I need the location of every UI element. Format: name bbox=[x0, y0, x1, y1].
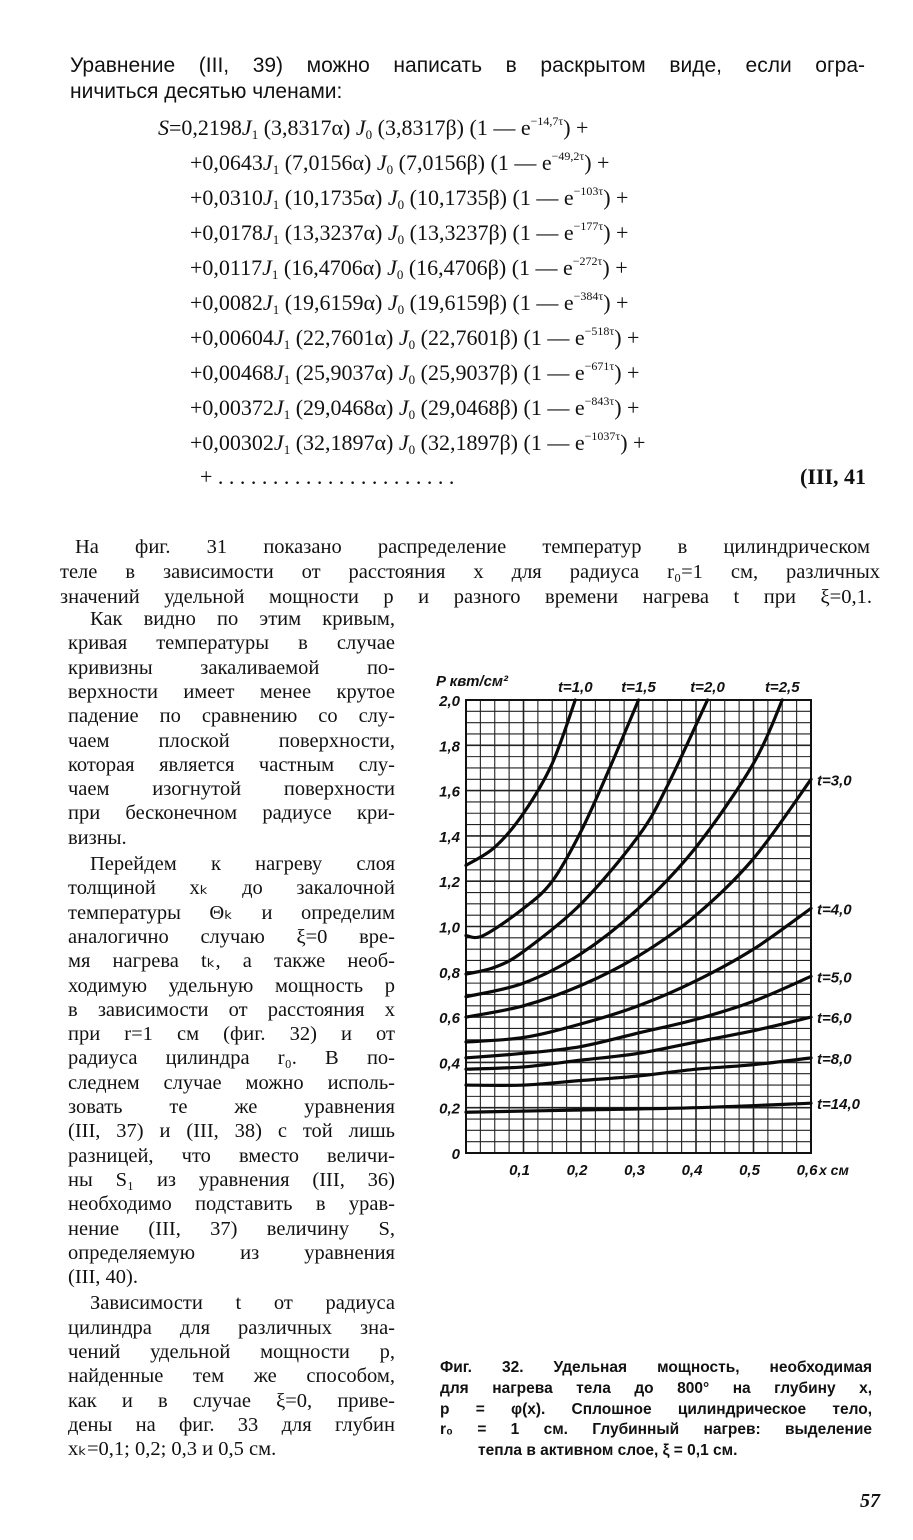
argument: 13,3237 bbox=[292, 220, 364, 245]
argument: 32,1897 bbox=[303, 430, 375, 455]
y-tick-label: 0 bbox=[451, 1146, 460, 1163]
beta: β) bbox=[499, 360, 518, 385]
paragraph-line: кривая температуры в случае bbox=[68, 632, 395, 655]
order: 0 bbox=[408, 442, 416, 457]
bessel-j: J bbox=[387, 185, 398, 210]
alpha: α) bbox=[352, 150, 372, 175]
alpha: α) bbox=[363, 220, 383, 245]
order: 0 bbox=[408, 372, 416, 387]
bessel-j: J bbox=[398, 395, 409, 420]
y-tick-label: 1,0 bbox=[439, 919, 460, 937]
equation-term bbox=[190, 359, 639, 388]
exp-factor: (1 — e bbox=[523, 360, 585, 385]
paren: ( bbox=[420, 325, 428, 350]
paragraph-line: (III, 37) и (III, 38) с той лишь bbox=[68, 1120, 395, 1143]
paragraph-line: найденные тем же способом, bbox=[68, 1365, 395, 1388]
curve-t-1-0 bbox=[466, 700, 575, 865]
plus: + bbox=[190, 185, 203, 210]
y-tick-label: 0,4 bbox=[439, 1055, 460, 1073]
paragraph-line: радиуса цилиндра r₀. В по- bbox=[68, 1047, 395, 1070]
coefficient: 0,00468 bbox=[202, 360, 274, 385]
equation-term bbox=[190, 429, 645, 458]
alpha: α) bbox=[374, 325, 394, 350]
exp-factor: (1 — e bbox=[512, 185, 574, 210]
paragraph-line: кривизны закаливаемой по- bbox=[68, 656, 395, 679]
plus: + bbox=[190, 430, 203, 455]
paragraph-line: xₖ=0,1; 0,2; 0,3 и 0,5 см. bbox=[68, 1438, 277, 1461]
coefficient: 0,00372 bbox=[202, 395, 274, 420]
paragraph-line: при r=1 см (фиг. 32) и от bbox=[68, 1023, 395, 1046]
paren: ( bbox=[295, 395, 304, 420]
beta: β) bbox=[466, 150, 485, 175]
paragraph-line: цилиндра для различных зна- bbox=[68, 1316, 395, 1339]
y-axis-label: P квт/см² bbox=[436, 673, 509, 690]
caption-line: для нагрева тела до 800° на глубину x, bbox=[440, 1379, 872, 1397]
curve-label: t=4,0 bbox=[817, 901, 852, 919]
bessel-j: J bbox=[398, 325, 409, 350]
order: 0 bbox=[408, 337, 416, 352]
argument: 10,1735 bbox=[416, 185, 489, 210]
coefficient: 0,0310 bbox=[202, 185, 263, 210]
paragraph-line: теле в зависимости от расстояния x для радиуса r₀=1 см, различных bbox=[60, 561, 880, 583]
order: 0 bbox=[396, 267, 404, 282]
paragraph-line: Перейдем к нагреву слоя bbox=[90, 853, 395, 875]
paren: ( bbox=[284, 290, 293, 315]
paragraph-line: температуры Θₖ и определим bbox=[68, 901, 395, 924]
x-tick-label: 0,6 bbox=[796, 1162, 818, 1179]
bessel-j: J bbox=[273, 360, 284, 385]
paragraph-line: мя нагрева tₖ, а также необ- bbox=[68, 950, 395, 973]
alpha: α) bbox=[331, 115, 351, 140]
argument: 3,8317 bbox=[384, 115, 446, 140]
x-tick-label: 0,3 bbox=[624, 1162, 645, 1179]
argument: 3,8317 bbox=[271, 115, 332, 140]
plus: ) + bbox=[614, 325, 640, 350]
plus: ) + bbox=[614, 395, 640, 420]
argument: 22,7601 bbox=[303, 325, 375, 350]
caption-line: p = φ(x). Сплошное цилиндрическое тело, bbox=[440, 1400, 872, 1418]
plus: + bbox=[190, 325, 203, 350]
order: 1 bbox=[283, 442, 291, 457]
bessel-j: J bbox=[387, 255, 397, 280]
y-tick-label: 1,8 bbox=[439, 738, 460, 756]
bessel-j: J bbox=[262, 150, 273, 175]
beta: β) bbox=[445, 115, 464, 140]
paren: ( bbox=[295, 430, 304, 455]
sum-symbol: S bbox=[158, 115, 169, 140]
paren: ( bbox=[284, 185, 293, 210]
paragraph-line: Зависимости t от радиуса bbox=[90, 1292, 395, 1315]
y-tick-label: 0,8 bbox=[439, 964, 460, 982]
order: 1 bbox=[271, 267, 279, 282]
plus: ) + bbox=[584, 150, 610, 175]
order: 1 bbox=[283, 337, 291, 352]
argument: 32,1897 bbox=[427, 430, 500, 455]
paragraph-line: ходимую удельную мощность p bbox=[68, 974, 395, 997]
alpha: α) bbox=[374, 395, 394, 420]
plus: ) + bbox=[620, 430, 646, 455]
order: 0 bbox=[365, 127, 373, 142]
order: 1 bbox=[272, 162, 280, 177]
paragraph-line: необходимо подставить в урав- bbox=[68, 1193, 395, 1216]
bessel-j: J bbox=[398, 360, 409, 385]
figure-32-chart bbox=[430, 660, 900, 1200]
paren: ( bbox=[295, 360, 304, 385]
plus: + bbox=[190, 150, 203, 175]
paragraph-line: нение (III, 37) величину S, bbox=[68, 1217, 395, 1240]
paragraph-line: Как видно по этим кривым, bbox=[90, 608, 395, 630]
equation-term bbox=[190, 394, 639, 423]
curve-label: t=5,0 bbox=[817, 969, 852, 987]
exponent: −1037τ bbox=[584, 429, 621, 443]
page-number: 57 bbox=[860, 1490, 880, 1512]
paragraph-line: в зависимости от расстояния x bbox=[68, 998, 395, 1021]
equation-term bbox=[190, 184, 628, 213]
order: 1 bbox=[272, 232, 280, 247]
plus: + bbox=[190, 395, 203, 420]
exp-factor: (1 — e bbox=[511, 255, 573, 280]
y-tick-label: 1,4 bbox=[439, 828, 460, 846]
paren: ( bbox=[420, 360, 428, 385]
order: 0 bbox=[397, 232, 405, 247]
exponent: −272τ bbox=[572, 254, 603, 268]
beta: β) bbox=[487, 255, 507, 280]
exponent: −177τ bbox=[573, 219, 604, 233]
plus: ) + bbox=[563, 115, 589, 140]
equals: = bbox=[169, 115, 182, 140]
x-tick-label: 0,5 bbox=[739, 1162, 760, 1179]
exponent: −49,2τ bbox=[551, 149, 585, 163]
plus: + bbox=[190, 360, 203, 385]
plus: ) + bbox=[603, 290, 629, 315]
paren: ( bbox=[284, 150, 293, 175]
exp-factor: (1 — e bbox=[469, 115, 531, 140]
beta: β) bbox=[488, 220, 507, 245]
argument: 29,0468 bbox=[303, 395, 375, 420]
exponent: −843τ bbox=[584, 394, 615, 408]
equation-term bbox=[190, 324, 639, 353]
argument: 16,4706 bbox=[291, 255, 363, 280]
paren: ( bbox=[377, 115, 385, 140]
exp-factor: (1 — e bbox=[512, 220, 574, 245]
beta: β) bbox=[488, 290, 507, 315]
x-tick-label: 0,1 bbox=[509, 1162, 530, 1179]
curve-label: t=1,5 bbox=[621, 679, 656, 696]
paragraph-line: которая является частным слу- bbox=[68, 753, 395, 776]
y-tick-label: 0,2 bbox=[439, 1100, 460, 1118]
argument: 7,0156 bbox=[292, 150, 353, 175]
curve-label: t=6,0 bbox=[817, 1010, 852, 1028]
equation-number: (III, 41 bbox=[800, 464, 867, 489]
paragraph-line: определяемую из уравнения bbox=[68, 1241, 395, 1264]
exponent: −14,7τ bbox=[530, 114, 564, 128]
bessel-j: J bbox=[262, 255, 272, 280]
plus: ) + bbox=[603, 220, 629, 245]
beta: β) bbox=[499, 395, 518, 420]
beta: β) bbox=[499, 430, 518, 455]
bessel-j: J bbox=[355, 115, 366, 140]
bessel-j: J bbox=[273, 395, 284, 420]
equation-term bbox=[190, 289, 628, 318]
paren: ( bbox=[295, 325, 304, 350]
paragraph-line: дены на фиг. 33 для глубин bbox=[68, 1413, 395, 1436]
paragraph-line: (III, 40). bbox=[68, 1266, 139, 1289]
coefficient: 0,2198 bbox=[181, 115, 242, 140]
order: 1 bbox=[283, 372, 291, 387]
paragraph-line: чаем изогнутой поверхности bbox=[68, 778, 395, 801]
intro-line: ничиться десятью членами: bbox=[70, 80, 343, 103]
paragraph-line: разницей, что вместо величи- bbox=[68, 1144, 395, 1167]
paragraph-line: На фиг. 31 показано распределение температур в цилиндрическом bbox=[75, 536, 870, 558]
paragraph-line: чений удельной мощности p, bbox=[68, 1341, 395, 1363]
coefficient: 0,0082 bbox=[202, 290, 263, 315]
x-axis-label: x см bbox=[819, 1162, 849, 1178]
argument: 29,0468 bbox=[427, 395, 500, 420]
equation-term bbox=[158, 114, 588, 143]
exp-factor: (1 — e bbox=[490, 150, 552, 175]
bessel-j: J bbox=[387, 220, 398, 245]
x-tick-label: 0,2 bbox=[566, 1162, 588, 1179]
order: 1 bbox=[272, 197, 280, 212]
y-tick-label: 2,0 bbox=[439, 693, 460, 710]
bessel-j: J bbox=[273, 430, 284, 455]
exp-factor: (1 — e bbox=[523, 325, 585, 350]
paragraph-line: падение по сравнению со слу- bbox=[68, 705, 395, 728]
paren: ( bbox=[420, 395, 428, 420]
exp-factor: (1 — e bbox=[512, 290, 574, 315]
bessel-j: J bbox=[376, 150, 387, 175]
equation-term bbox=[190, 149, 609, 178]
curve-label: t=1,0 bbox=[557, 679, 593, 696]
paragraph-line: значений удельной мощности p и разного времени нагрева t при ξ=0,1. bbox=[60, 586, 872, 608]
alpha: α) bbox=[374, 360, 394, 385]
alpha: α) bbox=[362, 255, 382, 280]
paragraph-line: толщиной xₖ до закалочной bbox=[68, 877, 395, 900]
x-tick-label: 0,4 bbox=[681, 1162, 703, 1179]
exponent: −671τ bbox=[584, 359, 615, 373]
paren: ( bbox=[398, 150, 406, 175]
exponent: −518τ bbox=[584, 324, 615, 338]
bessel-j: J bbox=[262, 290, 273, 315]
plus: + bbox=[190, 255, 203, 280]
order: 0 bbox=[397, 302, 405, 317]
paren: ( bbox=[283, 255, 292, 280]
y-tick-label: 1,6 bbox=[439, 783, 460, 801]
paren: ( bbox=[409, 290, 417, 315]
paren: ( bbox=[409, 185, 417, 210]
coefficient: 0,0178 bbox=[202, 220, 263, 245]
intro-line: Уравнение (III, 39) можно написать в раскрытом виде, если огра- bbox=[70, 54, 865, 77]
alpha: α) bbox=[363, 185, 383, 210]
argument: 25,9037 bbox=[427, 360, 500, 385]
bessel-j: J bbox=[241, 115, 252, 140]
paren: ( bbox=[263, 115, 272, 140]
plus: + bbox=[190, 220, 203, 245]
paren: ( bbox=[284, 220, 293, 245]
coefficient: 0,00302 bbox=[202, 430, 274, 455]
exp-factor: (1 — e bbox=[523, 395, 585, 420]
paragraph-line: ны S₁ из уравнения (III, 36) bbox=[68, 1168, 395, 1191]
curve-label: t=2,5 bbox=[764, 679, 800, 696]
order: 0 bbox=[397, 197, 405, 212]
paragraph-line: аналогично случаю ξ=0 вре- bbox=[68, 925, 395, 948]
y-tick-label: 1,2 bbox=[439, 874, 460, 892]
argument: 13,3237 bbox=[416, 220, 489, 245]
argument: 10,1735 bbox=[292, 185, 364, 210]
bessel-j: J bbox=[387, 290, 398, 315]
y-tick-label: 0,6 bbox=[439, 1010, 460, 1028]
exponent: −103τ bbox=[573, 184, 604, 198]
caption-line: Фиг. 32. Удельная мощность, необходимая bbox=[440, 1359, 872, 1376]
argument: 19,6159 bbox=[292, 290, 364, 315]
argument: 7,0156 bbox=[405, 150, 467, 175]
paren: ( bbox=[408, 255, 417, 280]
paragraph-line: верхности имеет менее крутое bbox=[68, 680, 395, 703]
equation-term bbox=[190, 219, 628, 248]
exponent: −384τ bbox=[573, 289, 604, 303]
paragraph-line: чаем плоской поверхности, bbox=[68, 729, 395, 752]
argument: 16,4706 bbox=[416, 255, 488, 280]
alpha: α) bbox=[374, 430, 394, 455]
argument: 19,6159 bbox=[416, 290, 489, 315]
paragraph-line: как и в случае ξ=0, приве- bbox=[68, 1389, 395, 1412]
exp-factor: (1 — e bbox=[523, 430, 585, 455]
beta: β) bbox=[488, 185, 507, 210]
order: 0 bbox=[386, 162, 394, 177]
order: 1 bbox=[272, 302, 280, 317]
argument: 25,9037 bbox=[303, 360, 375, 385]
coefficient: 0,0117 bbox=[202, 255, 263, 280]
curve-label: t=14,0 bbox=[817, 1096, 860, 1114]
paragraph-line: визны. bbox=[68, 826, 127, 849]
caption-line: тепла в активном слое, ξ = 0,1 см. bbox=[478, 1442, 738, 1460]
bessel-j: J bbox=[262, 220, 273, 245]
beta: β) bbox=[499, 325, 518, 350]
curve-label: t=3,0 bbox=[817, 772, 852, 790]
paren: ( bbox=[409, 220, 417, 245]
plus: + bbox=[190, 290, 203, 315]
bessel-j: J bbox=[262, 185, 273, 210]
argument: 22,7601 bbox=[427, 325, 500, 350]
bessel-j: J bbox=[398, 430, 409, 455]
paragraph-line: при бесконечном радиусе кри- bbox=[68, 802, 395, 825]
curve-label: t=2,0 bbox=[690, 679, 725, 696]
bessel-j: J bbox=[273, 325, 284, 350]
paren: ( bbox=[420, 430, 428, 455]
coefficient: 0,00604 bbox=[202, 325, 274, 350]
continuation-dots: + . . . . . . . . . . . . . . . . . . . . . . bbox=[200, 464, 455, 489]
plus: ) + bbox=[602, 255, 628, 280]
plus: ) + bbox=[603, 185, 629, 210]
paragraph-line: следнем случае можно исполь- bbox=[68, 1071, 395, 1094]
plus: ) + bbox=[614, 360, 640, 385]
equation-term bbox=[190, 254, 628, 283]
order: 0 bbox=[408, 407, 416, 422]
coefficient: 0,0643 bbox=[202, 150, 263, 175]
paragraph-line: зовать те же уравнения bbox=[68, 1096, 395, 1118]
curve-label: t=8,0 bbox=[817, 1050, 852, 1068]
order: 1 bbox=[283, 407, 291, 422]
caption-line: r₀ = 1 см. Глубинный нагрев: выделение bbox=[440, 1421, 872, 1439]
alpha: α) bbox=[363, 290, 383, 315]
order: 1 bbox=[251, 127, 259, 142]
